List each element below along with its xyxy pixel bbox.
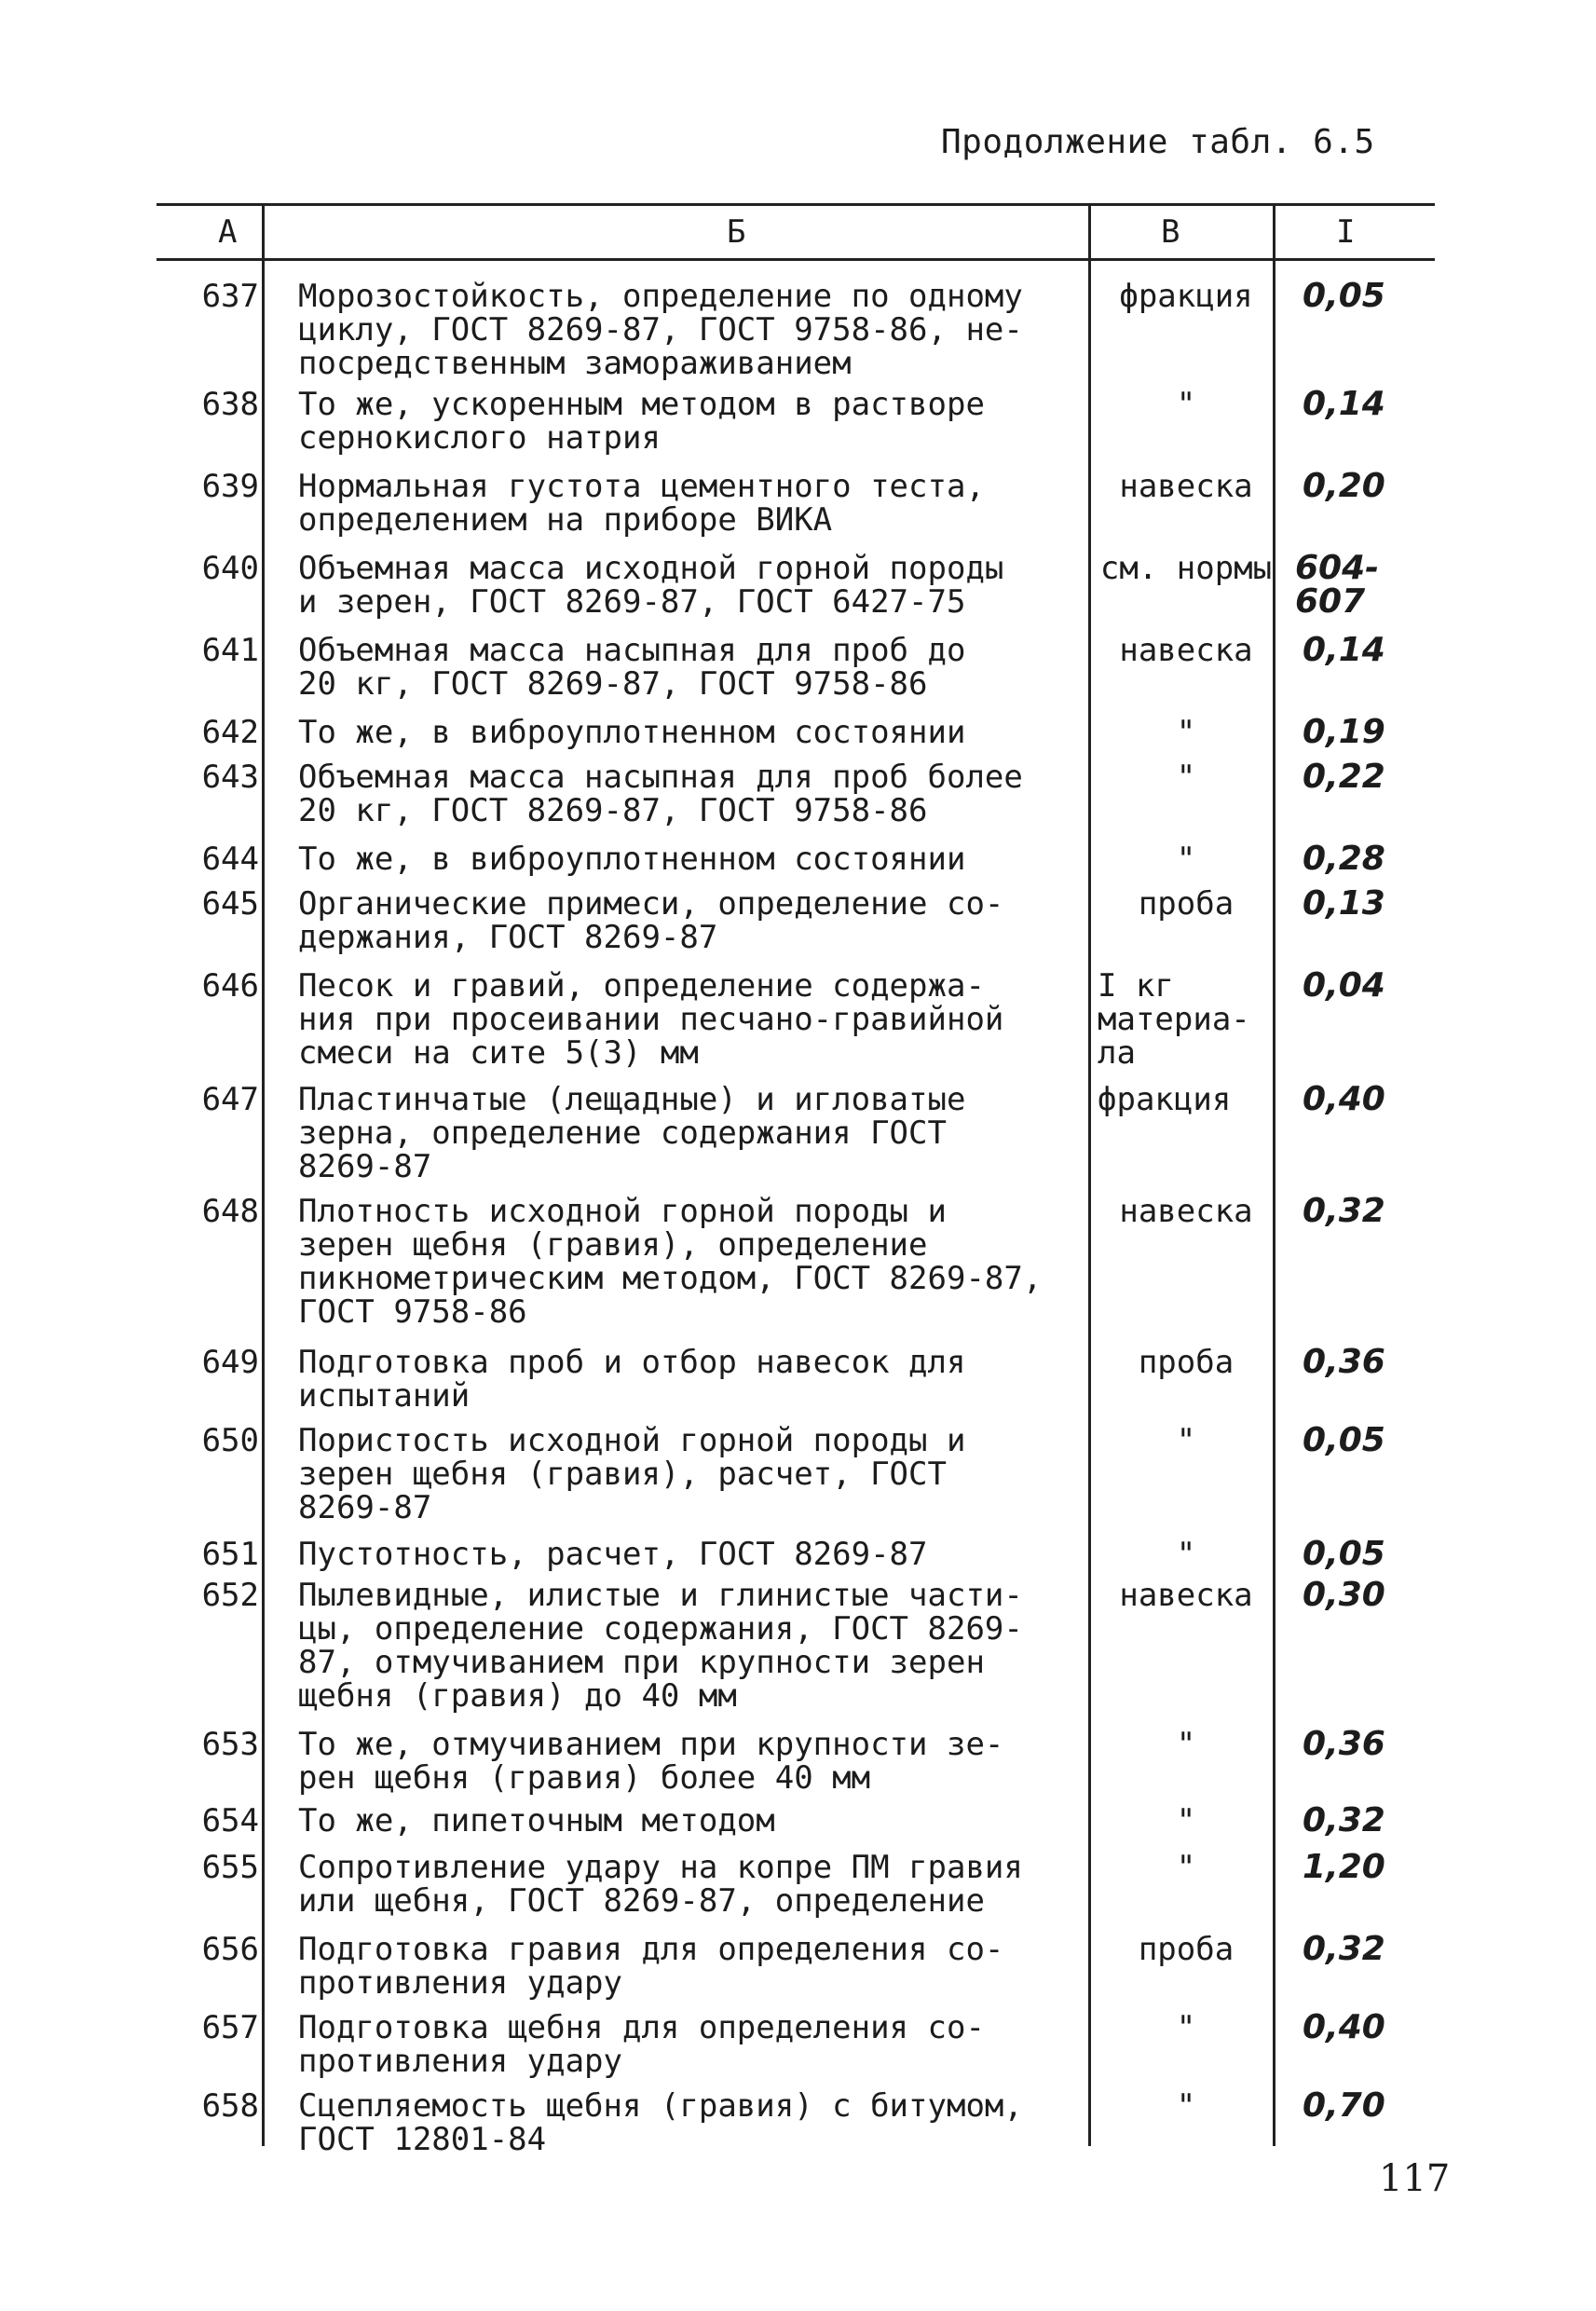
- row-number: 641: [201, 632, 259, 669]
- row-number: 649: [201, 1344, 259, 1381]
- row-description: Сцепляемость щебня (гравия) с битумом, ГОСТ 12801-84: [298, 2087, 1023, 2158]
- row-unit: навеска: [1119, 468, 1253, 505]
- row-unit: ": [1176, 841, 1196, 878]
- row-number: 638: [201, 386, 259, 423]
- row-value: 0,05: [1303, 277, 1385, 315]
- row-number: 648: [201, 1193, 259, 1230]
- row-number: 650: [201, 1422, 259, 1459]
- row-description: То же, в виброуплотненном состоянии: [298, 841, 966, 878]
- row-value: 0,04: [1303, 966, 1385, 1005]
- row-description: Пылевидные, илистые и глинистые части- цы, определение содержания, ГОСТ 8269- 87, отмучиванием при крупности зерен щебня (гравия) до 40 мм: [298, 1577, 1023, 1715]
- row-description: Пластинчатые (лещадные) и игловатые зерна, определение содержания ГОСТ 8269-87: [298, 1081, 966, 1185]
- row-number: 653: [201, 1726, 259, 1763]
- row-unit: ": [1176, 1422, 1196, 1459]
- row-number: 652: [201, 1577, 259, 1614]
- row-value: 1,20: [1303, 1848, 1385, 1886]
- row-unit: навеска: [1119, 1577, 1253, 1614]
- row-number: 645: [201, 885, 259, 923]
- row-unit: ": [1176, 714, 1196, 751]
- row-value: 0,14: [1303, 631, 1385, 669]
- row-unit: навеска: [1119, 632, 1253, 669]
- row-number: 656: [201, 1931, 259, 1968]
- row-number: 646: [201, 967, 259, 1005]
- header-col-a: А: [218, 213, 238, 251]
- row-value: 0,40: [1303, 1080, 1385, 1118]
- row-description: Морозостойкость, определение по одному циклу, ГОСТ 8269-87, ГОСТ 9758-86, не- посредственным замораживанием: [298, 278, 1023, 382]
- row-value: 0,19: [1303, 713, 1385, 751]
- row-value: 0,32: [1303, 1930, 1385, 1968]
- row-unit: проба: [1138, 1931, 1235, 1968]
- row-number: 657: [201, 2009, 259, 2046]
- row-value: 0,05: [1303, 1421, 1385, 1459]
- row-number: 654: [201, 1802, 259, 1839]
- row-unit: ": [1176, 1726, 1196, 1763]
- row-description: Подготовка гравия для определения со- противления удару: [298, 1931, 1004, 2002]
- row-description: Нормальная густота цементного теста, определением на приборе ВИКА: [298, 468, 985, 539]
- row-description: Сопротивление удару на копре ПМ гравия или щебня, ГОСТ 8269-87, определение: [298, 1849, 1023, 1920]
- row-unit: проба: [1138, 885, 1235, 923]
- row-value: 0,05: [1303, 1535, 1385, 1573]
- row-description: То же, пипеточным методом: [298, 1802, 775, 1839]
- row-unit: проба: [1138, 1344, 1235, 1381]
- row-value: 0,22: [1303, 758, 1385, 796]
- row-value: 0,36: [1303, 1343, 1385, 1381]
- row-value: 0,40: [1303, 2008, 1385, 2046]
- row-unit: I кг материа- ла: [1098, 967, 1250, 1072]
- row-value: 0,32: [1303, 1801, 1385, 1839]
- row-description: Объемная масса насыпная для проб до 20 кг, ГОСТ 8269-87, ГОСТ 9758-86: [298, 632, 966, 703]
- header-col-c: В: [1161, 213, 1180, 251]
- row-unit: ": [1176, 2009, 1196, 2046]
- row-description: Пористость исходной горной породы и зерен щебня (гравия), расчет, ГОСТ 8269-87: [298, 1422, 966, 1526]
- row-description: Плотность исходной горной породы и зерен щебня (гравия), определение пикнометрическим методом, ГОСТ 8269-87, ГОСТ 9758-86: [298, 1193, 1043, 1331]
- row-number: 639: [201, 468, 259, 505]
- row-value: 0,20: [1303, 467, 1385, 505]
- row-unit: фракция: [1119, 278, 1253, 315]
- row-number: 651: [201, 1536, 259, 1573]
- row-unit: навеска: [1119, 1193, 1253, 1230]
- row-value: 0,30: [1303, 1576, 1385, 1614]
- row-number: 640: [201, 550, 259, 587]
- row-description: То же, отмучиванием при крупности зе- рен щебня (гравия) более 40 мм: [298, 1726, 1004, 1797]
- row-unit: ": [1176, 386, 1196, 423]
- row-description: Песок и гравий, определение содержа- ния при просеивании песчано-гравийной смеси на сите 5(3) мм: [298, 967, 1004, 1072]
- row-unit: ": [1176, 1849, 1196, 1886]
- row-number: 643: [201, 759, 259, 796]
- row-number: 655: [201, 1849, 259, 1886]
- row-value: 0,36: [1303, 1725, 1385, 1763]
- row-value: 0,28: [1303, 840, 1385, 878]
- row-value: 604-607: [1295, 549, 1380, 621]
- row-value: 0,32: [1303, 1192, 1385, 1230]
- row-number: 647: [201, 1081, 259, 1118]
- row-description: Органические примеси, определение со- держания, ГОСТ 8269-87: [298, 885, 1004, 956]
- row-number: 644: [201, 841, 259, 878]
- row-number: 658: [201, 2087, 259, 2125]
- row-unit: фракция: [1098, 1081, 1232, 1118]
- row-value: 0,14: [1303, 385, 1385, 423]
- row-description: Объемная масса исходной горной породы и зерен, ГОСТ 8269-87, ГОСТ 6427-75: [298, 550, 1004, 621]
- table-caption: Продолжение табл. 6.5: [941, 123, 1375, 161]
- header-col-b: Б: [727, 213, 746, 251]
- column-divider: [262, 203, 265, 2146]
- page-number: 117: [1379, 2157, 1451, 2200]
- table-header: [157, 203, 1435, 261]
- row-unit: ": [1176, 759, 1196, 796]
- row-value: 0,70: [1303, 2086, 1385, 2125]
- header-col-d: I: [1336, 213, 1356, 251]
- row-description: Подготовка проб и отбор навесок для испытаний: [298, 1344, 966, 1415]
- row-unit: ": [1176, 2087, 1196, 2125]
- row-number: 637: [201, 278, 259, 315]
- row-description: Подготовка щебня для определения со- противления удару: [298, 2009, 985, 2080]
- row-description: То же, ускоренным методом в растворе сернокислого натрия: [298, 386, 985, 457]
- row-unit: см. нормы: [1099, 550, 1273, 587]
- row-description: То же, в виброуплотненном состоянии: [298, 714, 966, 751]
- row-unit: ": [1176, 1536, 1196, 1573]
- data-table: [157, 203, 1435, 2158]
- row-description: Объемная масса насыпная для проб более 20 кг, ГОСТ 8269-87, ГОСТ 9758-86: [298, 759, 1023, 829]
- row-number: 642: [201, 714, 259, 751]
- row-description: Пустотность, расчет, ГОСТ 8269-87: [298, 1536, 928, 1573]
- row-unit: ": [1176, 1802, 1196, 1839]
- row-value: 0,13: [1303, 884, 1385, 923]
